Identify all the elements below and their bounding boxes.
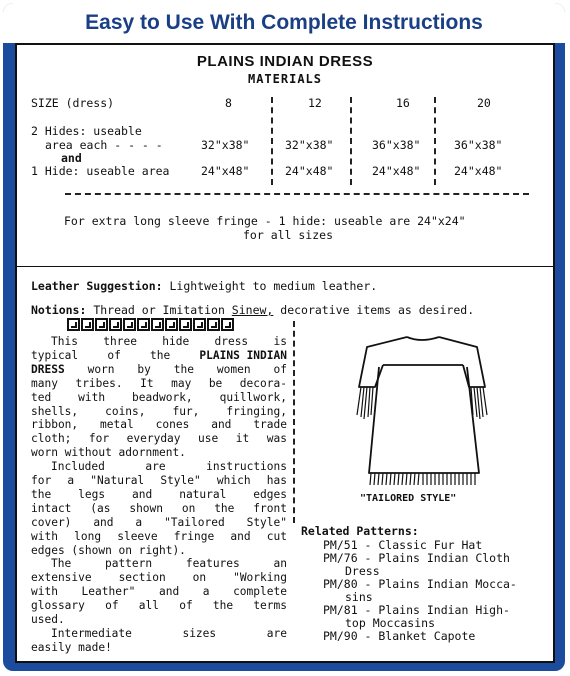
two-hides-label: 2 Hides: useable — [31, 124, 142, 138]
description-word: an — [273, 557, 287, 571]
table-cell: 24"x48" — [372, 164, 421, 178]
description-word: shells, — [31, 404, 79, 418]
dress-caption: "TAILORED STYLE" — [360, 493, 457, 504]
size-12: 12 — [308, 96, 322, 110]
table-cell: 24"x48" — [201, 164, 250, 178]
notions-text-end: decorative items as desired. — [273, 303, 475, 317]
column-divider — [350, 97, 352, 185]
fringe-note-sizes: for all sizes — [243, 228, 334, 242]
description-word: worn without adornment. — [31, 446, 186, 460]
description-word: typical — [31, 348, 79, 362]
description-word: coins, — [105, 404, 146, 418]
description-word: for — [88, 432, 110, 446]
description-word: and — [158, 585, 180, 599]
description-word: ribbon, — [31, 418, 79, 432]
description-word: hide — [162, 335, 190, 348]
description-word: use — [198, 432, 219, 446]
description-word: the — [173, 362, 195, 376]
description-word: decora- — [239, 376, 287, 390]
description-word: ted — [31, 390, 52, 404]
description-word: the — [31, 487, 52, 501]
size-8: 8 — [225, 96, 232, 110]
description-word: front — [253, 501, 287, 515]
description-word: and — [230, 529, 251, 543]
size-16: 16 — [396, 96, 410, 110]
greek-key-tile — [179, 318, 192, 331]
related-item-continued: top Moccasins — [345, 616, 436, 630]
dress-illustration — [321, 323, 531, 491]
page-title: PLAINS INDIAN DRESS — [196, 53, 374, 70]
description-word: metal — [100, 418, 134, 432]
description-word: are — [145, 460, 166, 474]
description-line — [31, 474, 287, 487]
description-line — [31, 571, 287, 584]
description-line — [31, 530, 287, 543]
description-line — [31, 363, 287, 376]
description-word: edges (shown on right). — [31, 543, 186, 557]
description-line — [31, 405, 287, 418]
description-word: tribes. — [75, 376, 123, 390]
description-word: a — [202, 585, 210, 599]
description-line — [31, 488, 287, 501]
description-word: beadwork, — [132, 390, 193, 404]
description-word: quillwork, — [219, 390, 287, 404]
page-frame — [3, 3, 565, 671]
materials-heading: MATERIALS — [247, 72, 323, 86]
description-word: of — [179, 599, 193, 613]
description-word: shown — [129, 501, 164, 515]
description-word: are — [266, 626, 287, 640]
column-divider — [434, 97, 436, 185]
description-word: fur, — [172, 404, 200, 418]
size-label: SIZE (dress) — [31, 96, 115, 110]
related-item: PM/90 - Blanket Capote — [323, 629, 476, 643]
description-line — [31, 502, 287, 515]
description-word: "Tailored — [164, 515, 225, 529]
description-line — [51, 557, 287, 570]
description-word: and — [93, 515, 114, 529]
description-word: Intermediate — [51, 626, 132, 640]
description-word: DRESS — [31, 362, 65, 376]
description-line — [31, 432, 287, 445]
description-word: Style" — [246, 515, 287, 529]
description-word: instructions — [206, 460, 287, 474]
description-word: intact — [31, 501, 72, 515]
description-word: fringing, — [226, 404, 287, 418]
description-word: dress — [214, 335, 249, 348]
greek-key-tile — [123, 318, 136, 331]
description-word: a — [67, 474, 75, 487]
description-line — [51, 627, 287, 640]
related-item: PM/76 - Plains Indian Cloth — [323, 551, 510, 565]
description-word: long — [74, 529, 102, 543]
notions — [31, 303, 474, 317]
description-word: by — [137, 362, 151, 376]
description-word: the — [212, 599, 234, 613]
description-word: cones — [155, 418, 190, 432]
dashed-separator — [65, 193, 529, 195]
table-cell: 36"x38" — [454, 138, 503, 152]
description-word: This — [51, 335, 78, 348]
description-word: PLAINS INDIAN — [199, 348, 287, 362]
description-word: cover) — [31, 515, 72, 529]
related-item: PM/80 - Plains Indian Mocca- — [323, 577, 517, 591]
greek-key-tile — [81, 318, 94, 331]
description-word: and — [132, 487, 153, 501]
fringe-note: For extra long sleeve fringe - 1 hide: useable are 24"x24" — [64, 214, 466, 228]
description-word: it — [235, 432, 250, 446]
description-word: edges — [253, 487, 287, 501]
description-line — [31, 613, 287, 626]
description-word: extensive — [31, 571, 92, 585]
description-line — [31, 641, 287, 654]
description-line — [31, 544, 287, 557]
description-word: with — [78, 390, 106, 404]
greek-key-tile — [137, 318, 150, 331]
greek-key-tile — [67, 318, 80, 331]
description-word: legs — [78, 487, 106, 501]
related-item: PM/81 - Plains Indian High- — [323, 603, 510, 617]
greek-key-tile — [95, 318, 108, 331]
description-word: has — [266, 474, 287, 487]
description-word: natural — [179, 487, 227, 501]
description-word: was — [266, 432, 287, 446]
description-word: of — [107, 348, 121, 362]
related-item: PM/51 - Classic Fur Hat — [323, 538, 483, 552]
description-word: (as — [90, 501, 111, 515]
description-word: of — [105, 599, 119, 613]
description-word: many — [31, 376, 58, 390]
description-word: used. — [31, 613, 65, 626]
table-cell: 32"x38" — [285, 138, 334, 152]
size-20: 20 — [477, 96, 491, 110]
description-line — [31, 377, 287, 390]
description-word: worn — [87, 362, 115, 376]
description-line — [31, 418, 287, 431]
description-word: is — [273, 335, 287, 348]
description-word: with — [31, 585, 58, 599]
notions-text: Thread or Imitation — [86, 303, 232, 317]
description-word: It — [140, 376, 154, 390]
description-line — [31, 349, 287, 362]
greek-key-tile — [151, 318, 164, 331]
description-word: on — [181, 501, 196, 515]
table-cell: 32"x38" — [201, 138, 250, 152]
description-word: fringe — [173, 529, 215, 543]
description-line — [31, 599, 287, 612]
description-line — [51, 335, 287, 348]
description-word: easily made! — [31, 640, 112, 654]
related-item-continued: sins — [345, 590, 373, 604]
description-word: "Working — [233, 571, 287, 585]
related-item-continued: Dress — [345, 564, 380, 578]
description-word: which — [216, 474, 251, 487]
description-word: the — [214, 501, 235, 515]
description-word: features — [185, 557, 240, 571]
header-banner: Easy to Use With Complete Instructions — [3, 3, 565, 43]
description-word: Leather" — [81, 585, 136, 599]
table-cell: 36"x38" — [372, 138, 421, 152]
pattern-sheet — [15, 43, 555, 663]
description-word: women — [216, 362, 251, 376]
greek-key-tile — [109, 318, 122, 331]
description-word: be — [208, 376, 223, 390]
description-line — [31, 391, 287, 404]
description-word: "Natural — [90, 474, 145, 487]
description-word: all — [138, 599, 159, 613]
description-word: sizes — [182, 626, 217, 640]
related-heading: Related Patterns: — [301, 524, 419, 538]
description-word: glossary — [31, 599, 85, 613]
description-line — [31, 446, 287, 459]
notions-label: Notions: — [31, 303, 87, 317]
description-word: and — [211, 418, 232, 432]
description-word: complete — [233, 585, 287, 599]
description-word: section — [118, 571, 166, 585]
description-word: cloth; — [31, 432, 72, 446]
description-word: with — [31, 529, 58, 543]
column-divider — [293, 321, 295, 523]
description-word: of — [273, 362, 287, 376]
description-word: on — [192, 571, 207, 585]
description-word: The — [51, 557, 72, 571]
description-word: Included — [51, 460, 105, 474]
description-line — [31, 516, 287, 529]
description-word: terms — [253, 599, 287, 613]
description-word: a — [135, 515, 143, 529]
description-line — [51, 460, 287, 473]
description-line — [31, 585, 287, 598]
area-each-label: area each - - - - — [45, 138, 163, 152]
leather-label: Leather Suggestion: — [31, 279, 163, 293]
one-hide-label: 1 Hide: useable area — [31, 164, 170, 178]
description-word: pattern — [104, 557, 153, 571]
leather-suggestion — [31, 279, 377, 293]
greek-key-tile — [207, 318, 220, 331]
column-divider — [271, 97, 273, 185]
description-word: cut — [266, 529, 287, 543]
description-word: trade — [253, 418, 287, 432]
description-word: the — [150, 348, 171, 362]
description-word: three — [103, 335, 137, 348]
description-word: may — [171, 376, 192, 390]
greek-key-tile — [193, 318, 206, 331]
greek-key-ornament — [67, 318, 239, 331]
description-word: everyday — [126, 432, 181, 446]
and-label: and — [61, 151, 82, 165]
description-word: for — [31, 474, 52, 487]
leather-text: Lightweight to medium leather. — [162, 279, 378, 293]
greek-key-tile — [221, 318, 234, 331]
greek-key-tile — [165, 318, 178, 331]
description-word: Style" — [160, 474, 201, 487]
table-cell: 24"x48" — [285, 164, 334, 178]
section-rule — [17, 266, 553, 267]
description-word: sleeve — [117, 529, 158, 543]
table-cell: 24"x48" — [454, 164, 503, 178]
notions-sinew: Sinew, — [231, 303, 274, 317]
